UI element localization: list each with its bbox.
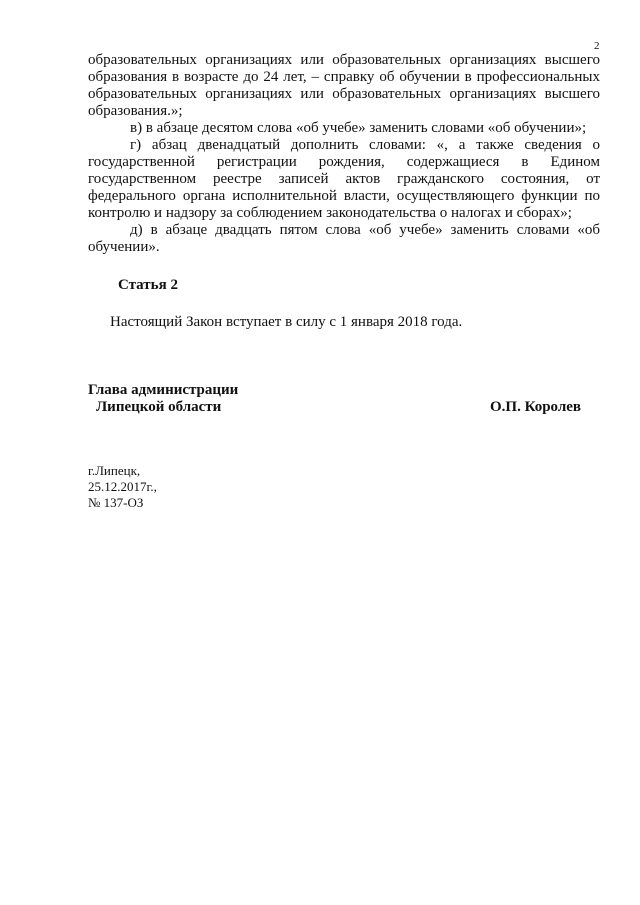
footer-number: № 137-ОЗ bbox=[88, 495, 144, 510]
signatory-title-line2: Липецкой области bbox=[96, 399, 222, 415]
paragraph-continuation: образовательных организациях или образовательных организациях высшего образования в возрасте до 24 лет, – справку об обучении в профессиональных образовательных организациях или образовательных организациях высшего образования.»; bbox=[88, 52, 600, 119]
footer-date: 25.12.2017г., bbox=[88, 479, 157, 494]
footer-city: г.Липецк, bbox=[88, 463, 141, 478]
signatory-title-line1: Глава администрации bbox=[88, 382, 239, 398]
page-number: 2 bbox=[594, 40, 600, 52]
article-heading: Статья 2 bbox=[118, 277, 178, 293]
signatory-name: О.П. Королев bbox=[490, 399, 582, 415]
document-body bbox=[88, 52, 600, 256]
article-text: Настоящий Закон вступает в силу с 1 января 2018 года. bbox=[110, 314, 463, 330]
paragraph-item-g: г) абзац двенадцатый дополнить словами: «, а также сведения о государственной регистрации рождения, содержащиеся в Едином государственном реестре записей актов гражданского состояния, от федерального органа исполнительной власти, осуществляющего функции по контролю и надзору за соблюдением законодательства о налогах и сборах»; bbox=[88, 137, 600, 221]
paragraph-item-d: д) в абзаце двадцать пятом слова «об учебе» заменить словами «об обучении». bbox=[88, 222, 600, 255]
document-footer bbox=[88, 463, 157, 511]
paragraph-item-v: в) в абзаце десятом слова «об учебе» заменить словами «об обучении»; bbox=[130, 120, 587, 136]
